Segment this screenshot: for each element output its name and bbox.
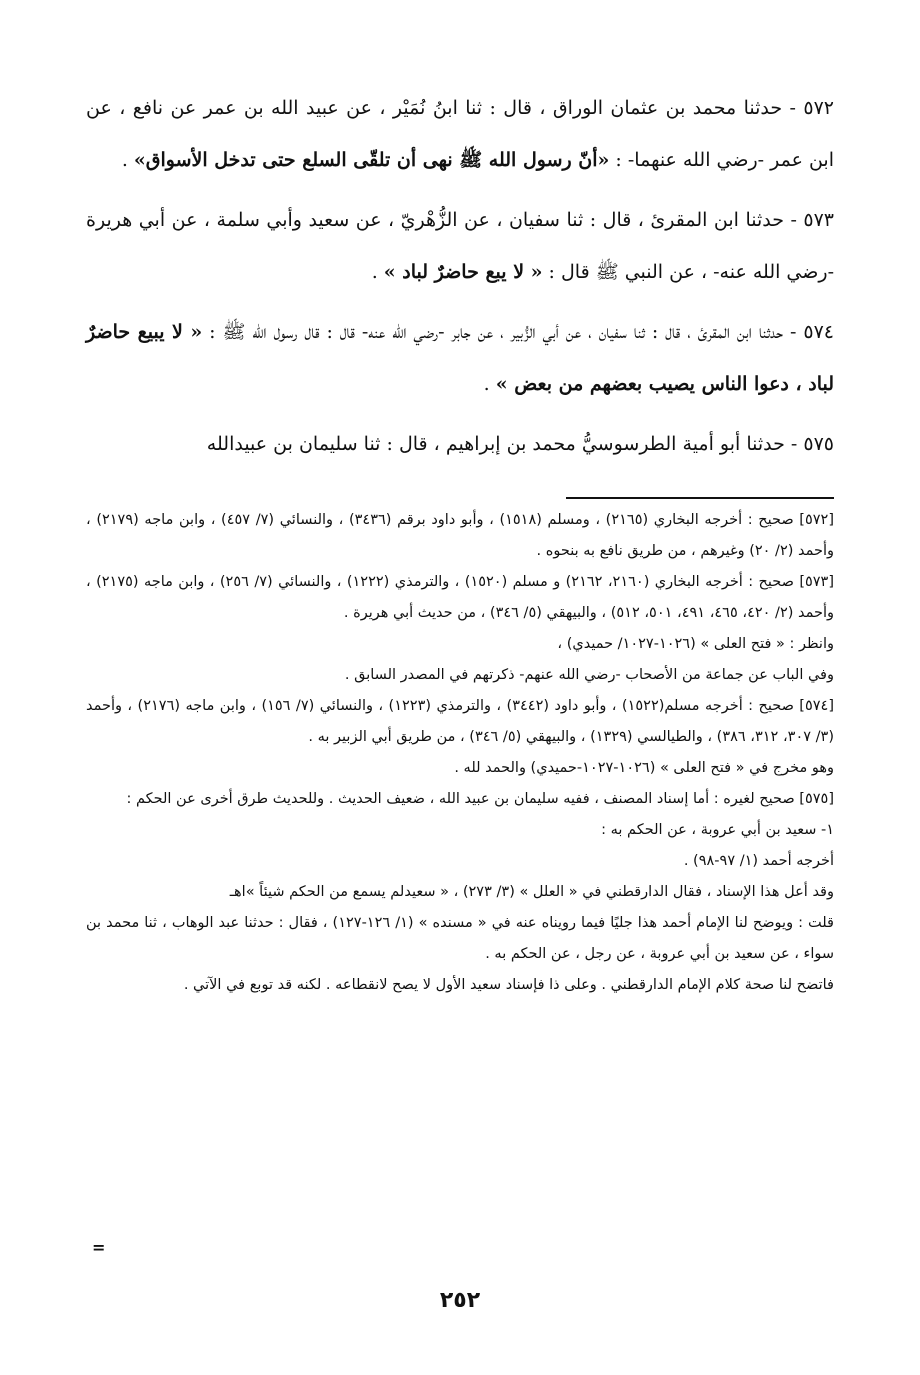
- footnote-575: [٥٧٥] صحيح لغيره : أما إسناد المصنف ، ففيه سليمان بن عبيد الله ، ضعيف الحديث . وللحديث طرق أخرى عن الحكم :: [126, 791, 834, 807]
- footnote-chapter-note: وفي الباب عن جماعة من الأصحاب -رضي الله عنهم- ذكرتهم في المصدر السابق .: [344, 667, 834, 683]
- hadith-end: .: [483, 373, 496, 395]
- hadith-matn: « لا يبيع حاضرٌ لباد ، دعوا الناس يصيب بعضهم من بعض »: [86, 321, 834, 395]
- hadith-574: [86, 306, 834, 410]
- hadith-573: [86, 194, 834, 298]
- hadith-matn: «أنّ رسول الله ﷺ نهى أن تلقّى السلع حتى تدخل الأسواق»: [133, 149, 610, 171]
- footnote-574: [٥٧٤] صحيح : أخرجه مسلم(١٥٢٢) ، وأبو داود (٣٤٤٢) ، والترمذي (١٢٢٣) ، والنسائي (٧/ ١٥٦) ، وابن ماجه (٢١٧٦) ، وأحمد (٣/ ٣٠٧، ٣١٢، ٣٨٦) ، والطيالسي (١٣٢٩) ، والبيهقي (٥/ ٣٤٦) ، من طريق أبي الزبير به .: [86, 698, 835, 745]
- footnote-see-also: وانظر : « فتح العلى » (١٠٢٦-١٠٢٧/ حميدي) ،: [557, 636, 834, 652]
- footnote-573: [٥٧٣] صحيح : أخرجه البخاري (٢١٦٠، ٢١٦٢) و مسلم (١٥٢٠) ، والترمذي (١٢٢٢) ، والنسائي (٧/ ٢٥٦) ، وابن ماجه (٢١٧٥) ، وأحمد (٢/ ٤٢٠، ٤٦٥، ٤٩١، ٥٠١، ٥١٢) ، والبيهقي (٥/ ٣٤٦) ، من حديث أبي هريرة .: [86, 574, 835, 621]
- hadith-end: .: [121, 149, 134, 171]
- hadith-isnad: ٥٧٢ - حدثنا محمد بن عثمان الوراق ، قال : ثنا ابنُ نُمَيْر ، عن عبيد الله بن عمر عن نافع ، عن ابن عمر -رضي الله عنهما- :: [86, 97, 834, 171]
- footnote-575-route-1: ١- سعيد بن أبي عروبة ، عن الحكم به :: [601, 822, 834, 838]
- footnote-572: [٥٧٢] صحيح : أخرجه البخاري (٢١٦٥) ، ومسلم (١٥١٨) ، وأبو داود برقم (٣٤٣٦) ، والنسائي (٧/ ٤٥٧) ، وابن ماجه (٢١٧٩) ، وأحمد (٢/ ٢٠) وغيرهم ، من طريق نافع به بنحوه .: [86, 512, 835, 559]
- continuation-mark: =: [92, 1238, 106, 1257]
- footnote-separator: [566, 497, 834, 499]
- hadith-isnad: ٥٧٤ - حدثنا ابن المقرئ ، قال : ثنا سفيان ، عن أبي الزُّبير ، عن جابر -رضي الله عنه- قال : قال رسول الله ﷺ :: [202, 321, 834, 343]
- hadith-isnad: ٥٧٥ - حدثنا أبو أمية الطرسوسيُّ محمد بن إبراهيم ، قال : ثنا سليمان بن عبيدالله: [206, 433, 834, 455]
- footnote-575-conclusion: فاتضح لنا صحة كلام الإمام الدارقطني . وعلى ذا فإسناد سعيد الأول لا يصح لانقطاعه . لكنه قد توبع في الآتي .: [183, 977, 834, 993]
- hadith-572: [86, 82, 834, 186]
- footnote-575-ahmad: أخرجه أحمد (١/ ٩٧-٩٨) .: [683, 853, 834, 869]
- page-number: ٢٥٢: [439, 1288, 481, 1313]
- footnote-575-illah: وقد أعل هذا الإسناد ، فقال الدارقطني في « العلل » (٣/ ٢٧٣) ، « سعيدلم يسمع من الحكم شيئاً »اهـ: [229, 884, 834, 900]
- footnote-574-source: وهو مخرج في « فتح العلى » (١٠٢٦-١٠٢٧-حميدي) والحمد لله .: [454, 760, 834, 776]
- hadith-end: .: [371, 261, 384, 283]
- hadith-575: [86, 418, 834, 470]
- hadith-matn: « لا يبع حاضرٌ لباد »: [383, 261, 543, 283]
- main-text: [86, 82, 834, 478]
- footnotes: [86, 505, 834, 1001]
- footnote-575-comment: قلت : ويوضح لنا الإمام أحمد هذا جليًا فيما رويناه عنه في « مسنده » (١/ ١٢٦-١٢٧) ، فقال : حدثنا عبد الوهاب ، ثنا محمد بن سواء ، عن سعيد بن أبي عروبة ، عن رجل ، عن الحكم به .: [86, 915, 834, 962]
- hadith-isnad: ٥٧٣ - حدثنا ابن المقرئ ، قال : ثنا سفيان ، عن الزُّهْريّ ، عن سعيد وأبي سلمة ، عن أبي هريرة -رضي الله عنه- ، عن النبي ﷺ قال :: [86, 209, 834, 283]
